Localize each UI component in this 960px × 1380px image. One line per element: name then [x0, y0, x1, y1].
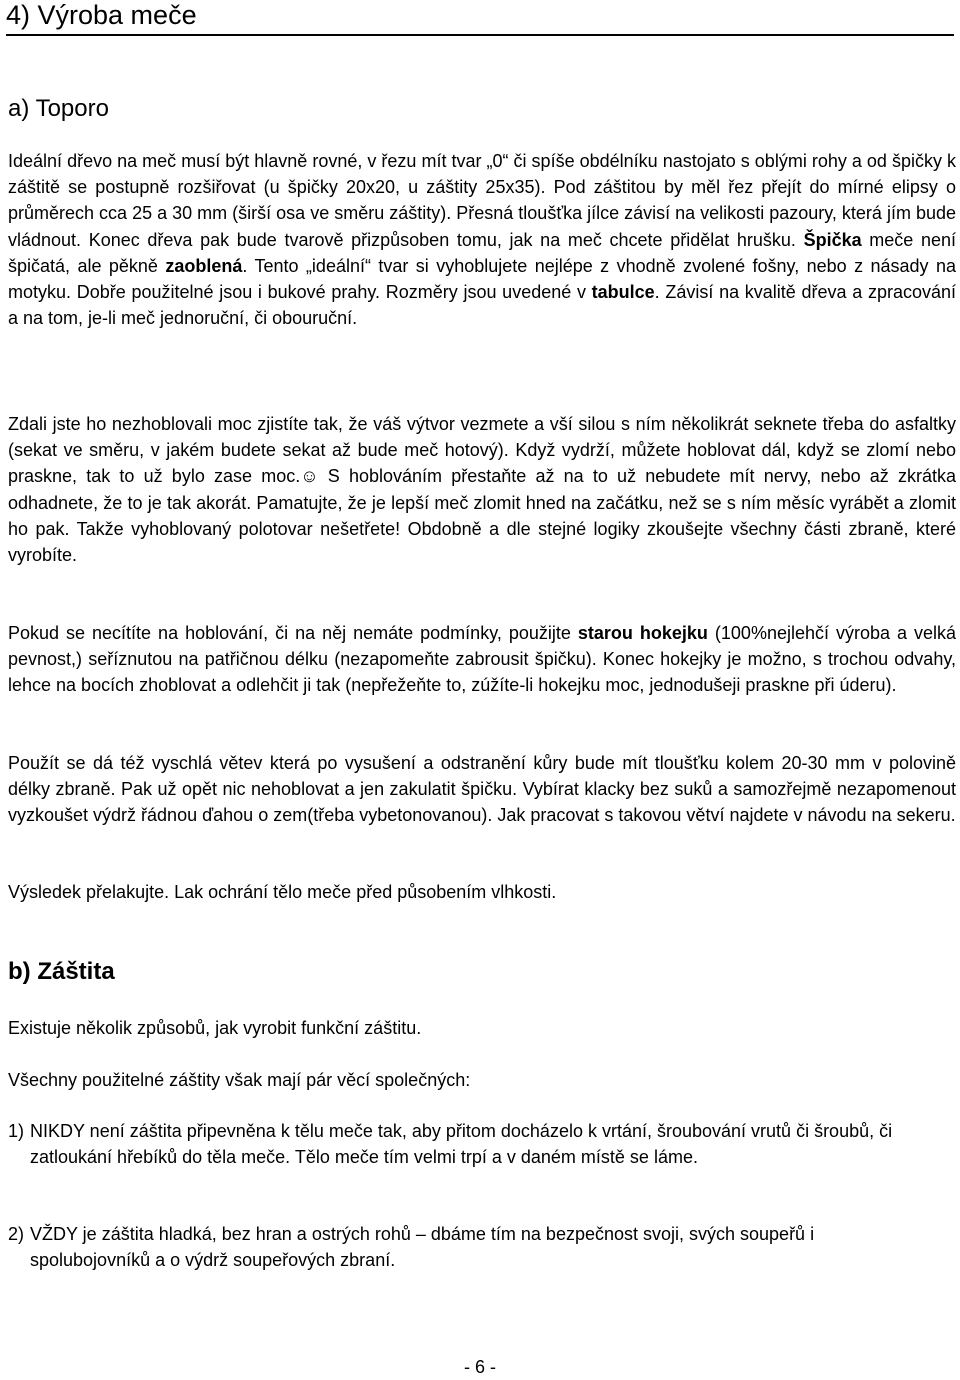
bold-text: zaoblená — [165, 255, 243, 276]
text-run: Ideální dřevo na meč musí být hlavně rovné, v řezu mít tvar „0“ či spíše obdélníku nastojato s oblými rohy a od špičky k záštitě se postupně rozšiřovat (u špičky 20x20, u záštity 25x35). Pod záštitou by měl řez přejít do mírné elipsy o průměrech cca 25 a 30 mm (širší osa ve směru záštity). Přesná tloušťka jílce závisí na velikosti pazoury, která jím bude vládnout. Konec dřeva pak bude tvarově přizpůsoben tomu, jak na meč chcete přidělat hrušku. — [8, 151, 956, 250]
list-item-number: 2) — [8, 1224, 25, 1244]
list-item-text: NIKDY není záštita připevněna k tělu meče tak, aby přitom docházelo k vrtání, šroubování vrutů či šroubů, či zatloukání hřebíků do těla meče. Tělo meče tím velmi trpí a v daném místě se láme. — [30, 1121, 893, 1168]
list-item — [8, 1221, 928, 1273]
section-a-paragraph-3 — [8, 620, 956, 699]
list-item-number: 1) — [8, 1121, 25, 1141]
bold-text: tabulce — [591, 282, 655, 303]
section-a-paragraph-4: Použít se dá též vyschlá větev která po vysušení a odstranění kůry bude mít tloušťku kolem 20-30 mm v polovině délky zbraně. Pak už opět nic nehoblovat a jen zakulatit špičku. Vybírat klacky bez suků a samozřejmě nezapomenout vyzkoušet výdrž řádnou ďahou o zem(třeba vybetonovanou). Jak pracovat s takovou větví najdete v návodu na sekeru. — [8, 753, 956, 826]
section-b-heading: b) Záštita — [8, 958, 115, 985]
page-number: - 6 - — [463, 1357, 496, 1377]
list-item — [8, 1118, 928, 1170]
list-item-text: VŽDY je záštita hladká, bez hran a ostrých rohů – dbáme tím na bezpečnost svoji, svých soupeřů i spolubojovníků a o výdrž soupeřových zbraní. — [30, 1224, 815, 1271]
section-a-paragraph-1 — [8, 148, 956, 331]
bold-text: starou hokejku — [577, 623, 708, 643]
text-run: (100%nejlehčí výroba a velká pevnost,) seříznutou na patřičnou délku (nezapomeňte zabrousit špičku). Konec hokejky je možno, s trochou odvahy, lehce na bocích zhoblovat a odlehčit ji tak (nepřežeňte to, zúžíte-li hokejku moc, jednodušeji praskne při úderu). — [8, 623, 957, 696]
text-run: . Závisí na kvalitě dřeva a zpracování a na tom, je-li meč jednoruční, či obouruční. — [8, 282, 956, 329]
section-b-paragraph-2: Všechny použitelné záštity však mají pár věcí společných: — [8, 1070, 471, 1090]
text-run: . Tento „ideální“ tvar si vyhoblujete nejlépe z vhodně zvolené fošny, nebo z násady na motyku. Dobře použitelné jsou i bukové prahy. Rozměry jsou uvedené v — [8, 255, 956, 303]
text-run: Pokud se necítíte na hoblování, či na něj nemáte podmínky, použijte — [8, 623, 578, 643]
page-title: 4) Výroba meče — [6, 0, 954, 36]
bold-text: Špička — [803, 229, 862, 250]
text-run: meče není špičatá, ale pěkně — [8, 229, 956, 276]
section-b-paragraph-1: Existuje několik způsobů, jak vyrobit funkční záštitu. — [8, 1018, 422, 1038]
section-a-paragraph-5: Výsledek přelakujte. Lak ochrání tělo meče před působením vlhkosti. — [8, 882, 557, 902]
section-a-heading: a) Toporo — [8, 95, 109, 122]
section-a-paragraph-2: Zdali jste ho nezhoblovali moc zjistíte tak, že váš výtvor vezmete a vší silou s ním několikrát seknete třeba do asfaltky (sekat ve směru, v jakém budete sekat až bude meč hotový). Když vydrží, můžete hoblovat dál, když se zlomí nebo praskne, tak to už bylo zase moc.☺ S hoblováním přestaňte až na to už nebudete mít nervy, nebo až zkrátka odhadnete, že to je tak akorát. Pamatujte, že je lepší meč zlomit hned na začátku, než se s ním měsíc vyrábět a zlomit ho pak. Takže vyhoblovaný polotovar nešetřete! Obdobně a dle stejné logiky zkoušejte všechny části zbraně, které vyrobíte. — [8, 414, 956, 566]
